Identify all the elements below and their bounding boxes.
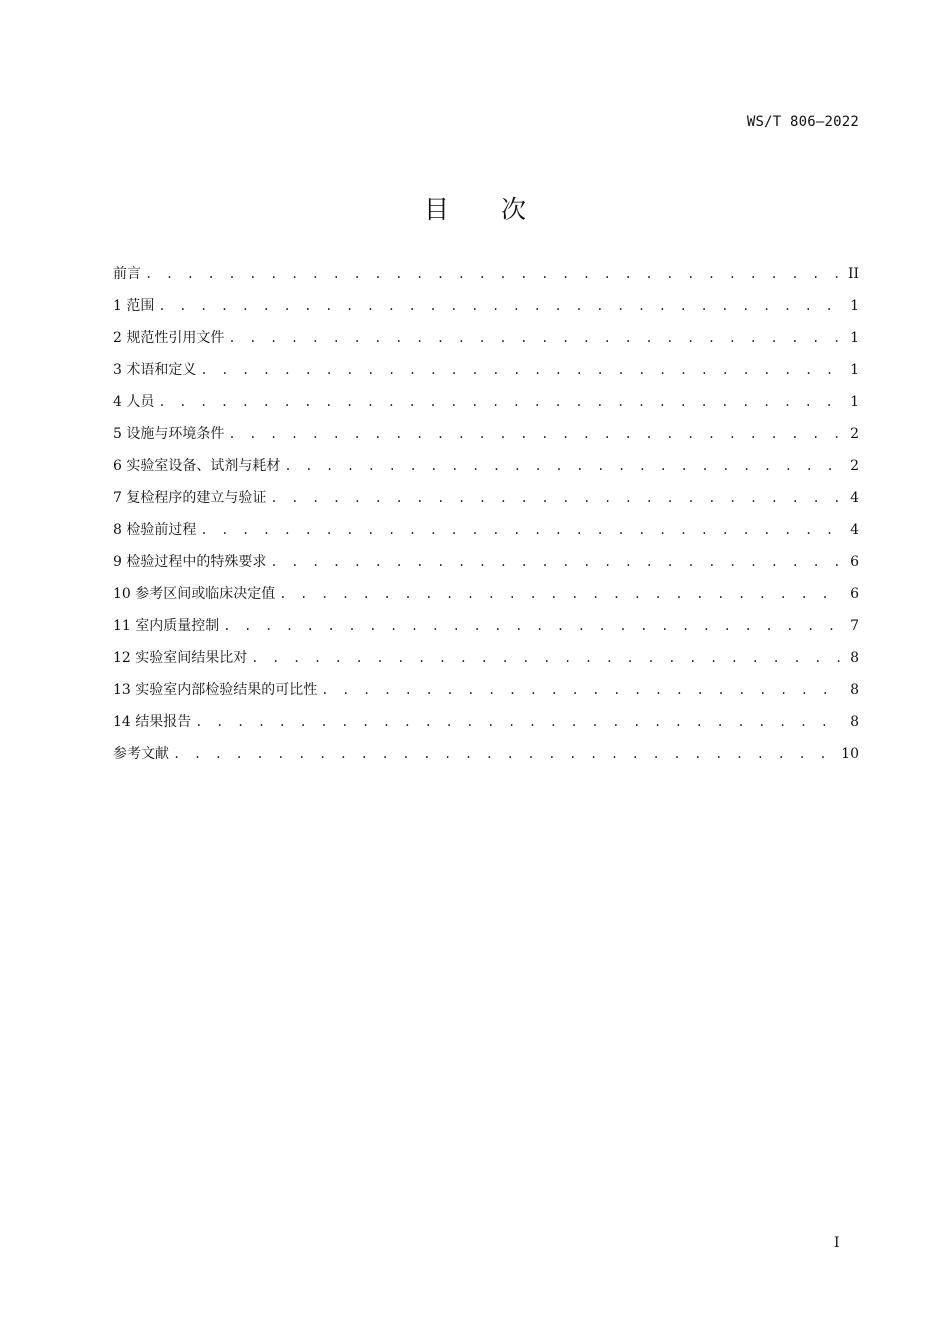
toc-entry-3[interactable] xyxy=(113,358,859,390)
dot-leader xyxy=(228,326,843,350)
toc-entry-page: II xyxy=(847,266,859,282)
toc-entry-8[interactable] xyxy=(113,518,859,550)
dot-leader xyxy=(270,486,843,510)
toc-entry-label: 参考文献 xyxy=(113,746,169,762)
toc-entry-label: 1 范围 xyxy=(113,298,155,314)
toc-entry-9[interactable] xyxy=(113,550,859,582)
toc-entry-page: 6 xyxy=(850,586,859,602)
toc-entry-label: 6 实验室设备、试剂与耗材 xyxy=(113,458,281,474)
page-number: I xyxy=(834,1235,840,1251)
dot-leader xyxy=(270,550,843,574)
toc-entry-page: 8 xyxy=(850,650,859,666)
toc-entry-page: 6 xyxy=(850,554,859,570)
toc-entry-page: 1 xyxy=(850,362,859,378)
toc-entry-page: 10 xyxy=(841,746,859,762)
dot-leader xyxy=(284,454,843,478)
toc-entry-label: 3 术语和定义 xyxy=(113,362,197,378)
toc-entry-2[interactable] xyxy=(113,326,859,358)
toc-entry-label: 9 检验过程中的特殊要求 xyxy=(113,554,267,570)
dot-leader xyxy=(145,262,842,286)
toc-entry-page: 4 xyxy=(850,490,859,506)
toc-entry-label: 13 实验室内部检验结果的可比性 xyxy=(113,682,318,698)
toc-entry-12[interactable] xyxy=(113,646,859,678)
toc-entry-page: 8 xyxy=(850,714,859,730)
dot-leader xyxy=(223,614,843,638)
toc-entry-4[interactable] xyxy=(113,390,859,422)
toc-entry-11[interactable] xyxy=(113,614,859,646)
toc-entry-label: 10 参考区间或临床决定值 xyxy=(113,586,276,602)
dot-leader xyxy=(321,678,843,702)
dot-leader xyxy=(195,710,843,734)
dot-leader xyxy=(251,646,843,670)
toc-entry-page: 2 xyxy=(850,426,859,442)
toc-entry-7[interactable] xyxy=(113,486,859,518)
toc-entry-5[interactable] xyxy=(113,422,859,454)
dot-leader xyxy=(200,358,843,382)
toc-entry-label: 2 规范性引用文件 xyxy=(113,330,225,346)
table-of-contents xyxy=(113,262,859,774)
toc-entry-foreword[interactable] xyxy=(113,262,859,294)
toc-entry-page: 2 xyxy=(850,458,859,474)
toc-entry-10[interactable] xyxy=(113,582,859,614)
toc-entry-page: 7 xyxy=(850,618,859,634)
toc-entry-page: 4 xyxy=(850,522,859,538)
toc-entry-label: 7 复检程序的建立与验证 xyxy=(113,490,267,506)
dot-leader xyxy=(200,518,843,542)
toc-title: 目次 xyxy=(423,195,578,224)
toc-entry-page: 1 xyxy=(850,298,859,314)
toc-entry-label: 前言 xyxy=(113,266,141,282)
toc-entry-6[interactable] xyxy=(113,454,859,486)
toc-entry-13[interactable] xyxy=(113,678,859,710)
toc-entry-14[interactable] xyxy=(113,710,859,742)
dot-leader xyxy=(228,422,843,446)
toc-entry-label: 8 检验前过程 xyxy=(113,522,197,538)
toc-entry-references[interactable] xyxy=(113,742,859,774)
dot-leader xyxy=(158,294,843,318)
toc-entry-page: 1 xyxy=(850,394,859,410)
toc-entry-label: 12 实验室间结果比对 xyxy=(113,650,248,666)
toc-entry-label: 11 室内质量控制 xyxy=(113,618,220,634)
document-code: WS/T 806—2022 xyxy=(746,114,859,130)
toc-entry-1[interactable] xyxy=(113,294,859,326)
toc-entry-page: 8 xyxy=(850,682,859,698)
dot-leader xyxy=(173,742,835,766)
dot-leader xyxy=(279,582,843,606)
toc-entry-page: 1 xyxy=(850,330,859,346)
toc-entry-label: 5 设施与环境条件 xyxy=(113,426,225,442)
dot-leader xyxy=(158,390,843,414)
toc-entry-label: 4 人员 xyxy=(113,394,155,410)
toc-entry-label: 14 结果报告 xyxy=(113,714,192,730)
